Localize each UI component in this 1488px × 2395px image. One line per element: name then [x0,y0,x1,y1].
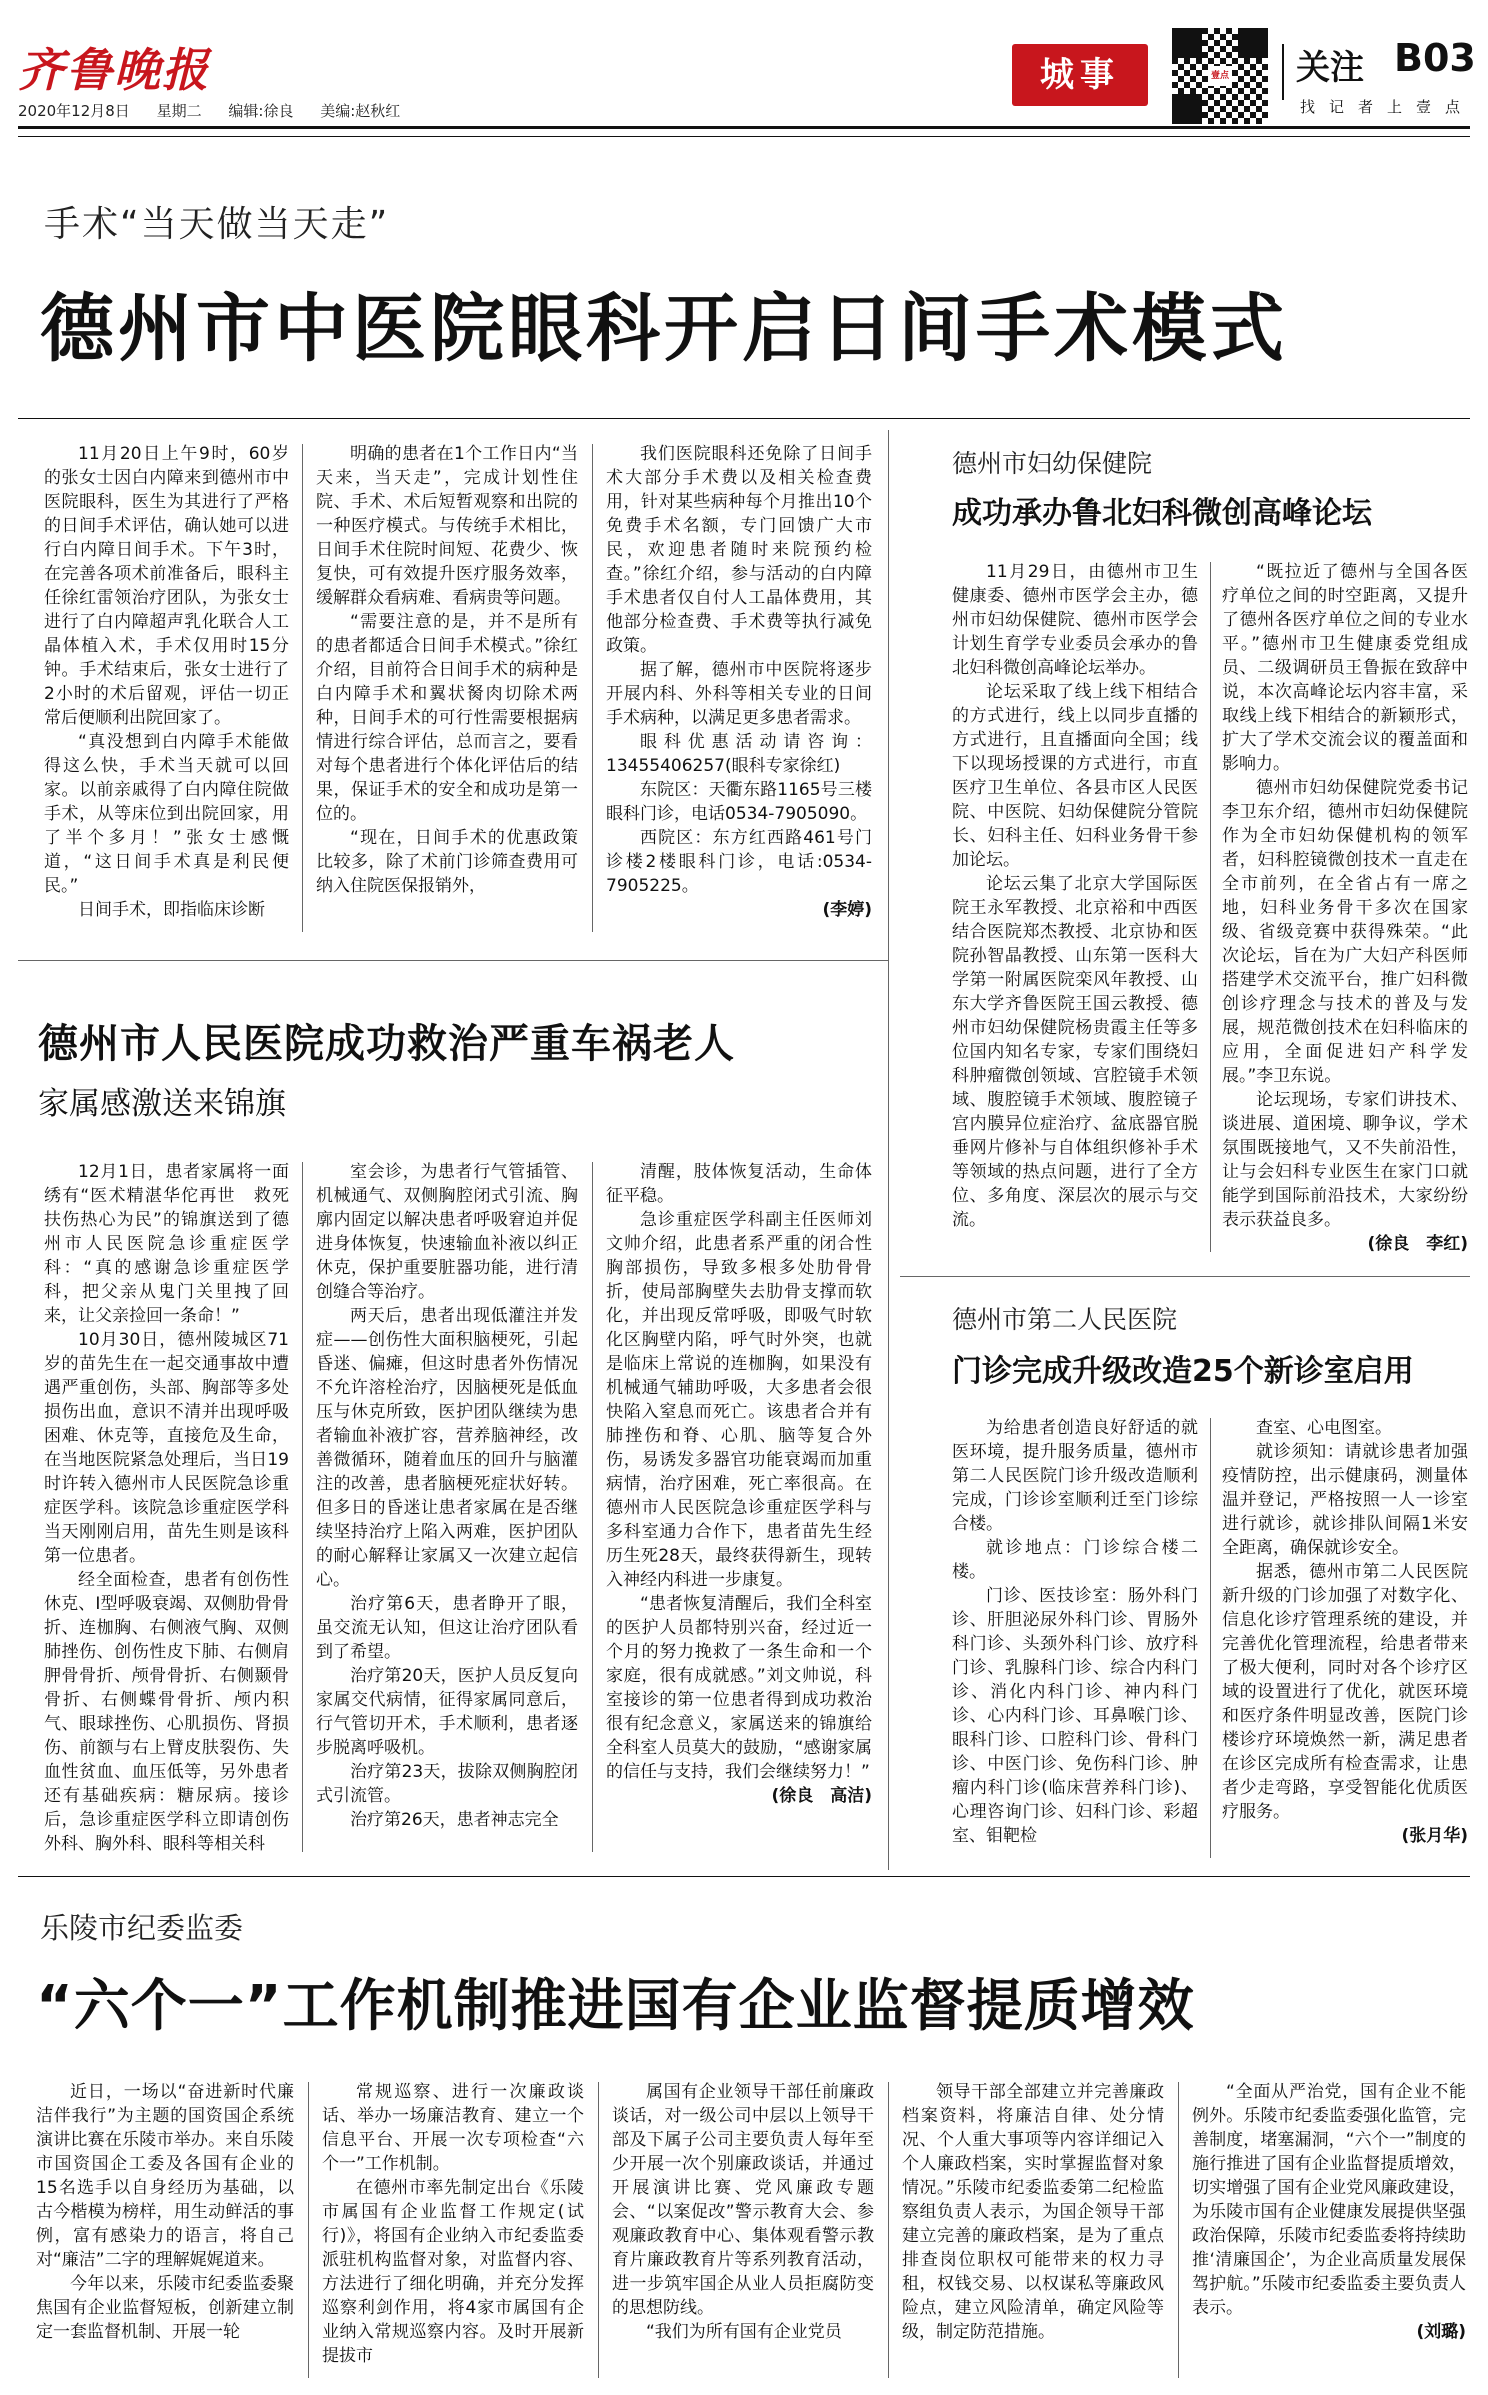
a1-headline: 德州市中医院眼科开启日间手术模式 [40,286,1288,372]
paragraph: “患者恢复清醒后，我们全科室的医护人员都特别兴奋，经过近一个月的努力挽救了一条生命和一个家庭，很有成就感。”刘文帅说，科室接诊的第一位患者得到成功救治很有纪念意义，家属送来的锦旗给全科室人员莫大的鼓励，“感谢家属的信任与支持，我们会继续努力！” [606,1594,872,1782]
paragraph: 经全面检查，患者有创伤性休克、Ⅰ型呼吸衰竭、双侧肋骨骨折、连枷胸、右侧液气胸、双侧肺挫伤、创伤性皮下肺、右侧肩胛骨骨折、颅骨骨折、右侧颞骨骨折、右侧蝶骨骨折、颅内积气、眼球挫伤、心肌损伤、肾损伤、前额与右上臂皮肤裂伤、失血性贫血、血压低等，另外患者还有基础疾病：糖尿病。接诊后，急诊重症医学科立即请创伤外科、胸外科、眼科等相关科 [44,1570,289,1854]
a3-column-1 [952,560,1198,1260]
dateline [18,100,422,121]
divider [18,1876,1470,1877]
divider [1178,2082,1179,2378]
divider [302,1162,303,1852]
a1-column-3 [606,442,872,942]
paragraph: 近日，一场以“奋进新时代廉洁伴我行”为主题的国资国企系统演讲比赛在乐陵市举办。来自乐陵市国资国企工委及各国有企业的15名选手以自身经历为基础，以古今楷模为榜样，用生动鲜活的事例，富有感染力的语言，将自己对“廉洁”二字的理解娓娓道来。 [36,2082,294,2270]
paragraph: 急诊重症医学科副主任医师刘文帅介绍，此患者系严重的闭合性胸部损伤，导致多根多处肋骨骨折，使局部胸壁失去肋骨支撑而软化，并出现反常呼吸，即吸气时软化区胸壁内陷，呼气时外突，也就是临床上常说的连枷胸，如果没有机械通气辅助呼吸，大多患者会很快陷入窒息而死亡。该患者合并有肺挫伤和脊、心肌、脑等复合外伤，易诱发多器官功能衰竭而加重病情，治疗困难，死亡率很高。在德州市人民医院急诊重症医学科与多科室通力合作下，患者苗先生经历生死28天，最终获得新生，现转入神经内科进一步康复。 [606,1210,872,1590]
paragraph: 眼科优惠活动请咨询：13455406257(眼科专家徐红) [606,732,872,776]
paragraph: 据了解，德州市中医院将逐步开展内科、外科等相关专业的日间手术病种，以满足更多患者需求。 [606,660,872,728]
header-rule [18,126,1470,129]
divider [18,960,888,961]
editor-credit: 编辑:徐良 [228,102,294,120]
issue-weekday: 星期二 [156,102,202,120]
paragraph: 论坛云集了北京大学国际医院王永军教授、北京裕和中西医结合医院郑杰教授、北京协和医院孙智晶教授、山东第一医科大学第一附属医院栾风年教授、山东大学齐鲁医院王国云教授、德州市妇幼保健院杨贵霞主任等多位国内知名专家，专家们围绕妇科肿瘤微创领域、宫腔镜手术领域、腹腔镜手术领域、腹腔镜子宫内膜异位症治疗、盆底器官脱垂网片修补与自体组织修补手术等领域的热点问题，进行了全方位、多角度、深层次的展示与交流。 [952,874,1198,1230]
paragraph: 在德州市率先制定出台《乐陵市属国有企业监督工作规定(试行)》，将国有企业纳入市纪委监委派驻机构监督对象，对监督内容、方法进行了细化明确，并充分发挥巡察利剑作用，将4家市属国有企业纳入常规巡察内容。及时开展新提拔市 [322,2178,584,2366]
paragraph: 领导干部全部建立并完善廉政档案资料，将廉洁自律、处分情况、个人重大事项等内容详细记入个人廉政档案，实时掌握监督对象情况。”乐陵市纪委监委第二纪检监察组负责人表示，为国企领导干部建立完善的廉政档案，是为了重点排查岗位职权可能带来的权力寻租，权钱交易、以权谋私等廉政风险点，建立风险清单，确定风险等级，制定防范措施。 [902,2082,1164,2342]
a5-column-4 [902,2080,1164,2380]
a2-column-2 [316,1160,578,1860]
paragraph: 清醒，肢体恢复活动，生命体征平稳。 [606,1162,872,1206]
a2-column-1 [44,1160,289,1860]
divider [598,2082,599,2378]
byline: (李婷) [822,900,872,920]
reporter-slogan: 找记者上壹点 [1300,98,1475,116]
a4-headline: 门诊完成升级改造25个新诊室启用 [952,1354,1414,1389]
paragraph: 常规巡察、进行一次廉政谈话、举办一场廉洁教育、建立一个信息平台、开展一次专项检查“六个一”工作机制。 [322,2082,584,2174]
divider [308,2082,309,2378]
paragraph: 为给患者创造良好舒适的就医环境，提升服务质量，德州市第二人民医院门诊升级改造顺利完成，门诊诊室顺利迁至门诊综合楼。 [952,1418,1198,1534]
divider [302,444,303,932]
paragraph: 12月1日，患者家属将一面绣有“医术精湛华佗再世 救死扶伤热心为民”的锦旗送到了德州市人民医院急诊重症医学科：“真的感谢急诊重症医学科，把父亲从鬼门关里拽了回来，让父亲捡回一条命！” [44,1162,289,1326]
page-number: B03 [1394,36,1476,80]
issue-date: 2020年12月8日 [18,102,130,120]
paragraph: 今年以来，乐陵市纪委监委聚焦国有企业监督短板，创新建立制定一套监督机制、开展一轮 [36,2274,294,2342]
paragraph: 就诊须知：请就诊患者加强疫情防控，出示健康码，测量体温并登记，严格按照一人一诊室进行就诊，就诊排队间隔1米安全距离，确保就诊安全。 [1222,1442,1468,1558]
paragraph: 德州市妇幼保健院党委书记李卫东介绍，德州市妇幼保健院作为全市妇幼保健机构的领军者，妇科腔镜微创技术一直走在全市前列，在全省占有一席之地，妇科业务骨干多次在国家级、省级竞赛中获得殊荣。“此次论坛，旨在为广大妇产科医师搭建学术交流平台，推广妇科微创诊疗理念与技术的普及与发展，规范微创技术在妇科临床的应用，全面促进妇产科学发展。”李卫东说。 [1222,778,1468,1086]
byline: (刘璐) [1416,2322,1466,2342]
page-section-label: 关注 [1296,48,1364,88]
a3-column-2 [1222,560,1468,1260]
a1-kicker: 手术“当天做当天走” [44,204,390,245]
paragraph: 治疗第23天，拔除双侧胸腔闭式引流管。 [316,1762,578,1806]
paragraph: 11月29日，由德州市卫生健康委、德州市医学会主办，德州市妇幼保健院、德州市医学会计划生育学专业委员会承办的鲁北妇科微创高峰论坛举办。 [952,562,1198,678]
byline: (徐良 高洁) [771,1786,872,1806]
paragraph: 据悉，德州市第二人民医院新升级的门诊加强了对数字化、信息化诊疗管理系统的建设，并完善优化管理流程，给患者带来了极大便利，同时对各个诊疗区域的设置进行了优化，就医环境和医疗条件明显改善，医院门诊楼诊疗环境焕然一新，满足患者在诊区完成所有检查需求，让患者少走弯路，享受智能化优质医疗服务。 [1222,1562,1468,1822]
header-rule-thin [18,136,1470,137]
a5-column-5 [1192,2080,1466,2380]
a4-kicker: 德州市第二人民医院 [952,1305,1178,1334]
paragraph: 治疗第6天，患者睁开了眼，虽交流无认知，但这让治疗团队看到了希望。 [316,1594,578,1662]
divider [1282,44,1284,100]
paragraph: 门诊、医技诊室：肠外科门诊、肝胆泌尿外科门诊、胃肠外科门诊、头颈外科门诊、放疗科门诊、乳腺科门诊、综合内科门诊、消化内科门诊、神内科门诊、心内科门诊、耳鼻喉门诊、眼科门诊、口腔科门诊、骨科门诊、中医门诊、免伤科门诊、肿瘤内科门诊(临床营养科门诊)、心理咨询门诊、妇科门诊、彩超室、钼靶检 [952,1586,1198,1846]
divider [1210,1418,1211,1858]
divider [888,430,889,1870]
paragraph: 11月20日上午9时，60岁的张女士因白内障来到德州市中医院眼科，医生为其进行了严格的日间手术评估，确认她可以进行白内障日间手术。下午3时，在完善各项术前准备后，眼科主任徐红雷领治疗团队，为张女士进行了白内障超声乳化联合人工晶体植入术，手术仅用时15分钟。手术结束后，张女士进行了2小时的术后留观，评估一切正常后便顺利出院回家了。 [44,444,289,728]
paragraph: 东院区：天衢东路1165号三楼眼科门诊，电话0534-7905090。 [606,780,872,824]
paragraph: 两天后，患者出现低灌注并发症——创伤性大面积脑梗死，引起昏迷、偏瘫，但这时患者外伤情况不允许溶栓治疗，因脑梗死是低血压与休克所致，医护团队继续为患者输血补液扩容，营养脑神经，改善微循环，随着血压的回升与脑灌注的改善，患者脑梗死症状好转。但多日的昏迷让患者家属在是否继续坚持治疗上陷入两难，医护团队的耐心解释让家属又一次建立起信心。 [316,1306,578,1590]
a5-column-3 [612,2080,874,2380]
divider [888,2082,889,2378]
paragraph: “我们为所有国有企业党员 [646,2322,842,2342]
a4-column-2 [1222,1416,1468,1866]
designer-credit: 美编:赵秋红 [320,102,401,120]
paragraph: 西院区：东方红西路461号门诊楼2楼眼科门诊，电话:0534-7905225。 [606,828,872,896]
paragraph: 治疗第26天，患者神志完全 [350,1810,559,1830]
a2-subtitle: 家属感激送来锦旗 [38,1086,286,1122]
byline: (徐良 李红) [1367,1234,1468,1254]
paragraph: 明确的患者在1个工作日内“当天来，当天走”，完成计划性住院、手术、术后短暂观察和出院的一种医疗模式。与传统手术相比，日间手术住院时间短、花费少、恢复快，可有效提升医疗服务效率，缓解群众看病难、看病贵等问题。 [316,444,578,608]
paragraph: “真没想到白内障手术能做得这么快，手术当天就可以回家。以前亲戚得了白内障住院做手术，从等床位到出院回家，用了半个多月！”张女士感慨道，“这日间手术真是利民便民。” [44,732,289,896]
masthead-logo: 齐鲁晚报 [18,43,210,97]
paragraph: 我们医院眼科还免除了日间手术大部分手术费以及相关检查费用，针对某些病种每个月推出10个免费手术名额，专门回馈广大市民，欢迎患者随时来院预约检查。”徐红介绍，参与活动的白内障手术患者仅自付人工晶体费用，其他部分检查费、手术费等执行减免政策。 [606,444,872,656]
paragraph: 10月30日，德州陵城区71岁的苗先生在一起交通事故中遭遇严重创伤，头部、胸部等多处损伤出血，意识不清并出现呼吸困难、休克等，直接危及生命，在当地医院紧急处理后，当日19时许转入德州市人民医院急诊重症医学科。该院急诊重症医学科当天刚刚启用，苗先生则是该科第一位患者。 [44,1330,289,1566]
byline: (张月华) [1401,1826,1468,1846]
paragraph: “既拉近了德州与全国各医疗单位之间的时空距离，又提升了德州各医疗单位之间的专业水平。”德州市卫生健康委党组成员、二级调研员王鲁振在致辞中说，本次高峰论坛内容丰富，采取线上线下相结合的新颖形式，扩大了学术交流会议的覆盖面和影响力。 [1222,562,1468,774]
a5-headline: “六个一”工作机制推进国有企业监督提质增效 [36,1974,1195,2039]
paragraph: “需要注意的是，并不是所有的患者都适合日间手术模式。”徐红介绍，目前符合日间手术的病种是白内障手术和翼状胬肉切除术两种，日间手术的可行性需要根据病情进行综合评估，总而言之，要看对每个患者进行个体化评估后的结果，保证手术的安全和成功是第一位的。 [316,612,578,824]
a3-kicker: 德州市妇幼保健院 [952,449,1153,478]
divider [592,444,593,932]
a5-kicker: 乐陵市纪委监委 [40,1911,244,1945]
qr-label: 壹点 [1208,66,1232,86]
paragraph: 日间手术，即指临床诊断 [78,900,265,920]
a2-headline: 德州市人民医院成功救治严重车祸老人 [38,1021,735,1067]
a1-column-1 [44,442,289,942]
paragraph: “现在，日间手术的优惠政策比较多，除了术前门诊筛查费用可纳入住院医保报销外， [316,828,578,896]
a4-column-1 [952,1416,1198,1866]
divider [1210,562,1211,1252]
section-tab: 城事 [1012,44,1148,106]
paragraph: 查室、心电图室。 [1256,1418,1392,1438]
divider [900,1276,1470,1277]
qr-code-icon[interactable] [1172,28,1268,124]
divider [18,418,1470,419]
paragraph: 论坛现场，专家们讲技术、谈进展、道困境、聊争议，学术氛围既接地气，又不失前沿性，让与会妇科专业医生在家门口就能学到国际前沿技术，大家纷纷表示获益良多。 [1222,1090,1468,1230]
a3-headline: 成功承办鲁北妇科微创高峰论坛 [952,496,1372,531]
paragraph: 论坛采取了线上线下相结合的方式进行，线上以同步直播的方式进行，且直播面向全国；线下以现场授课的方式进行，市直医疗卫生单位、各县市区人民医院、中医院、妇幼保健院分管院长、妇科主任、妇科业务骨干参加论坛。 [952,682,1198,870]
a5-column-2 [322,2080,584,2380]
paragraph: “全面从严治党，国有企业不能例外。乐陵市纪委监委强化监管，完善制度，堵塞漏洞，“六个一”制度的施行推进了国有企业监督提质增效，切实增强了国有企业党风廉政建设，为乐陵市国有企业健康发展提供坚强政治保障，乐陵市纪委监委将持续助推‘清廉国企’，为企业高质量发展保驾护航。”乐陵市纪委监委主要负责人表示。 [1192,2082,1466,2318]
a5-column-1 [36,2080,294,2380]
paragraph: 室会诊，为患者行气管插管、机械通气、双侧胸腔闭式引流、胸廓内固定以解决患者呼吸窘迫并促进身体恢复，快速输血补液以纠正休克，保护重要脏器功能，进行清创缝合等治疗。 [316,1162,578,1302]
paragraph: 就诊地点：门诊综合楼二楼。 [952,1538,1198,1582]
paragraph: 治疗第20天，医护人员反复向家属交代病情，征得家属同意后，行气管切开术，手术顺利，患者逐步脱离呼吸机。 [316,1666,578,1758]
divider [592,1162,593,1852]
a1-column-2 [316,442,578,942]
paragraph: 属国有企业领导干部任前廉政谈话，对一级公司中层以上领导干部及下属子公司主要负责人每年至少开展一次个别廉政谈话，并通过开展演讲比赛、党风廉政专题会、“以案促改”警示教育大会、参观廉政教育中心、集体观看警示教育片廉政教育片等系列教育活动，进一步筑牢国企从业人员拒腐防变的思想防线。 [612,2082,874,2318]
a2-column-3 [606,1160,872,1860]
